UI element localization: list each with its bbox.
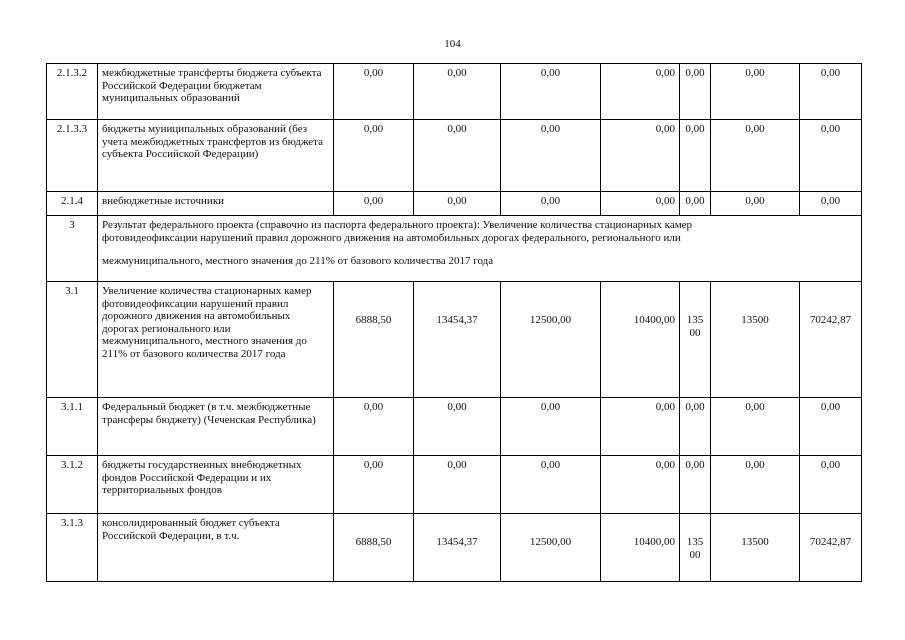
value-cell: 6888,50	[334, 514, 414, 582]
value-cell: 13500	[711, 514, 800, 582]
value-cell: 0,00	[601, 192, 680, 216]
value-cell: 13500	[711, 282, 800, 398]
value-cell: 0,00	[601, 64, 680, 120]
value-cell: 0,00	[334, 64, 414, 120]
row-name: Увеличение количества стационарных камер фотовидеофиксации нарушений правил дорожного движения на автомобильных дорогах регионального или межмуниципального, местного значения до 211% от базового количества 2017 года	[98, 282, 334, 398]
value-cell: 6888,50	[334, 282, 414, 398]
section-title-line: Результат федерального проекта (справочно из паспорта федерального проекта): Увеличение количества стационарных камер	[102, 219, 693, 231]
section-code: 3	[47, 216, 98, 282]
value-cell: 0,00	[680, 456, 711, 514]
value-cell: 0,00	[680, 192, 711, 216]
value-cell: 12500,00	[501, 282, 601, 398]
row-code: 3.1.2	[47, 456, 98, 514]
table-row	[47, 456, 862, 514]
row-name: бюджеты государственных внебюджетных фондов Российской Федерации и их территориальных фондов	[98, 456, 334, 514]
row-name: консолидированный бюджет субъекта Российской Федерации, в т.ч.	[98, 514, 334, 582]
row-code: 3.1.1	[47, 398, 98, 456]
row-name: бюджеты муниципальных образований (без учета межбюджетных трансфертов из бюджета субъекта Российской Федерации)	[98, 120, 334, 192]
row-code: 3.1	[47, 282, 98, 398]
value-cell: 0,00	[414, 120, 501, 192]
value-cell: 10400,00	[601, 514, 680, 582]
value-cell: 13454,37	[414, 282, 501, 398]
value-cell: 0,00	[414, 398, 501, 456]
value-cell: 0,00	[501, 192, 601, 216]
table-row	[47, 64, 862, 120]
value-cell: 0,00	[501, 64, 601, 120]
section-row	[47, 216, 862, 282]
value-cell: 0,00	[414, 64, 501, 120]
table-row	[47, 398, 862, 456]
value-cell: 135 00	[680, 514, 711, 582]
table-row	[47, 120, 862, 192]
value-cell: 0,00	[601, 398, 680, 456]
table-row	[47, 192, 862, 216]
value-cell: 0,00	[334, 192, 414, 216]
value-cell: 135 00	[680, 282, 711, 398]
row-code: 2.1.3.2	[47, 64, 98, 120]
value-cell: 13454,37	[414, 514, 501, 582]
value-cell: 0,00	[800, 64, 862, 120]
value-cell: 0,00	[711, 456, 800, 514]
value-cell: 0,00	[800, 120, 862, 192]
row-name: Федеральный бюджет (в т.ч. межбюджетные трансферы бюджету) (Чеченская Республика)	[98, 398, 334, 456]
value-cell: 0,00	[501, 398, 601, 456]
value-cell: 0,00	[711, 120, 800, 192]
value-cell: 70242,87	[800, 282, 862, 398]
row-code: 3.1.3	[47, 514, 98, 582]
value-cell: 0,00	[800, 456, 862, 514]
section-empty-cell	[800, 216, 862, 282]
value-cell: 0,00	[800, 398, 862, 456]
row-code: 2.1.4	[47, 192, 98, 216]
value-cell: 0,00	[414, 192, 501, 216]
value-cell: 0,00	[334, 398, 414, 456]
table-row	[47, 282, 862, 398]
section-title	[98, 216, 800, 282]
section-title-line: фотовидеофиксации нарушений правил дорожного движения на автомобильных дорогах федерального, регионального или	[102, 231, 681, 244]
value-cell: 10400,00	[601, 282, 680, 398]
row-code: 2.1.3.3	[47, 120, 98, 192]
value-cell: 0,00	[501, 120, 601, 192]
value-cell: 70242,87	[800, 514, 862, 582]
value-cell: 0,00	[680, 398, 711, 456]
budget-table	[46, 63, 862, 582]
value-cell: 0,00	[501, 456, 601, 514]
section-title-line: межмуниципального, местного значения до 211% от базового количества 2017 года	[102, 255, 494, 267]
value-cell: 0,00	[711, 64, 800, 120]
value-cell: 0,00	[680, 120, 711, 192]
row-name: внебюджетные источники	[98, 192, 334, 216]
value-cell: 0,00	[711, 398, 800, 456]
value-cell: 0,00	[711, 192, 800, 216]
value-cell: 0,00	[334, 456, 414, 514]
value-cell: 0,00	[601, 456, 680, 514]
value-cell: 0,00	[601, 120, 680, 192]
value-cell: 0,00	[800, 192, 862, 216]
page-number: 104	[444, 38, 461, 50]
value-cell: 0,00	[414, 456, 501, 514]
value-cell: 12500,00	[501, 514, 601, 582]
row-name: межбюджетные трансферты бюджета субъекта Российской Федерации бюджетам муниципальных образований	[98, 64, 334, 120]
value-cell: 0,00	[334, 120, 414, 192]
value-cell: 0,00	[680, 64, 711, 120]
table-row	[47, 514, 862, 582]
